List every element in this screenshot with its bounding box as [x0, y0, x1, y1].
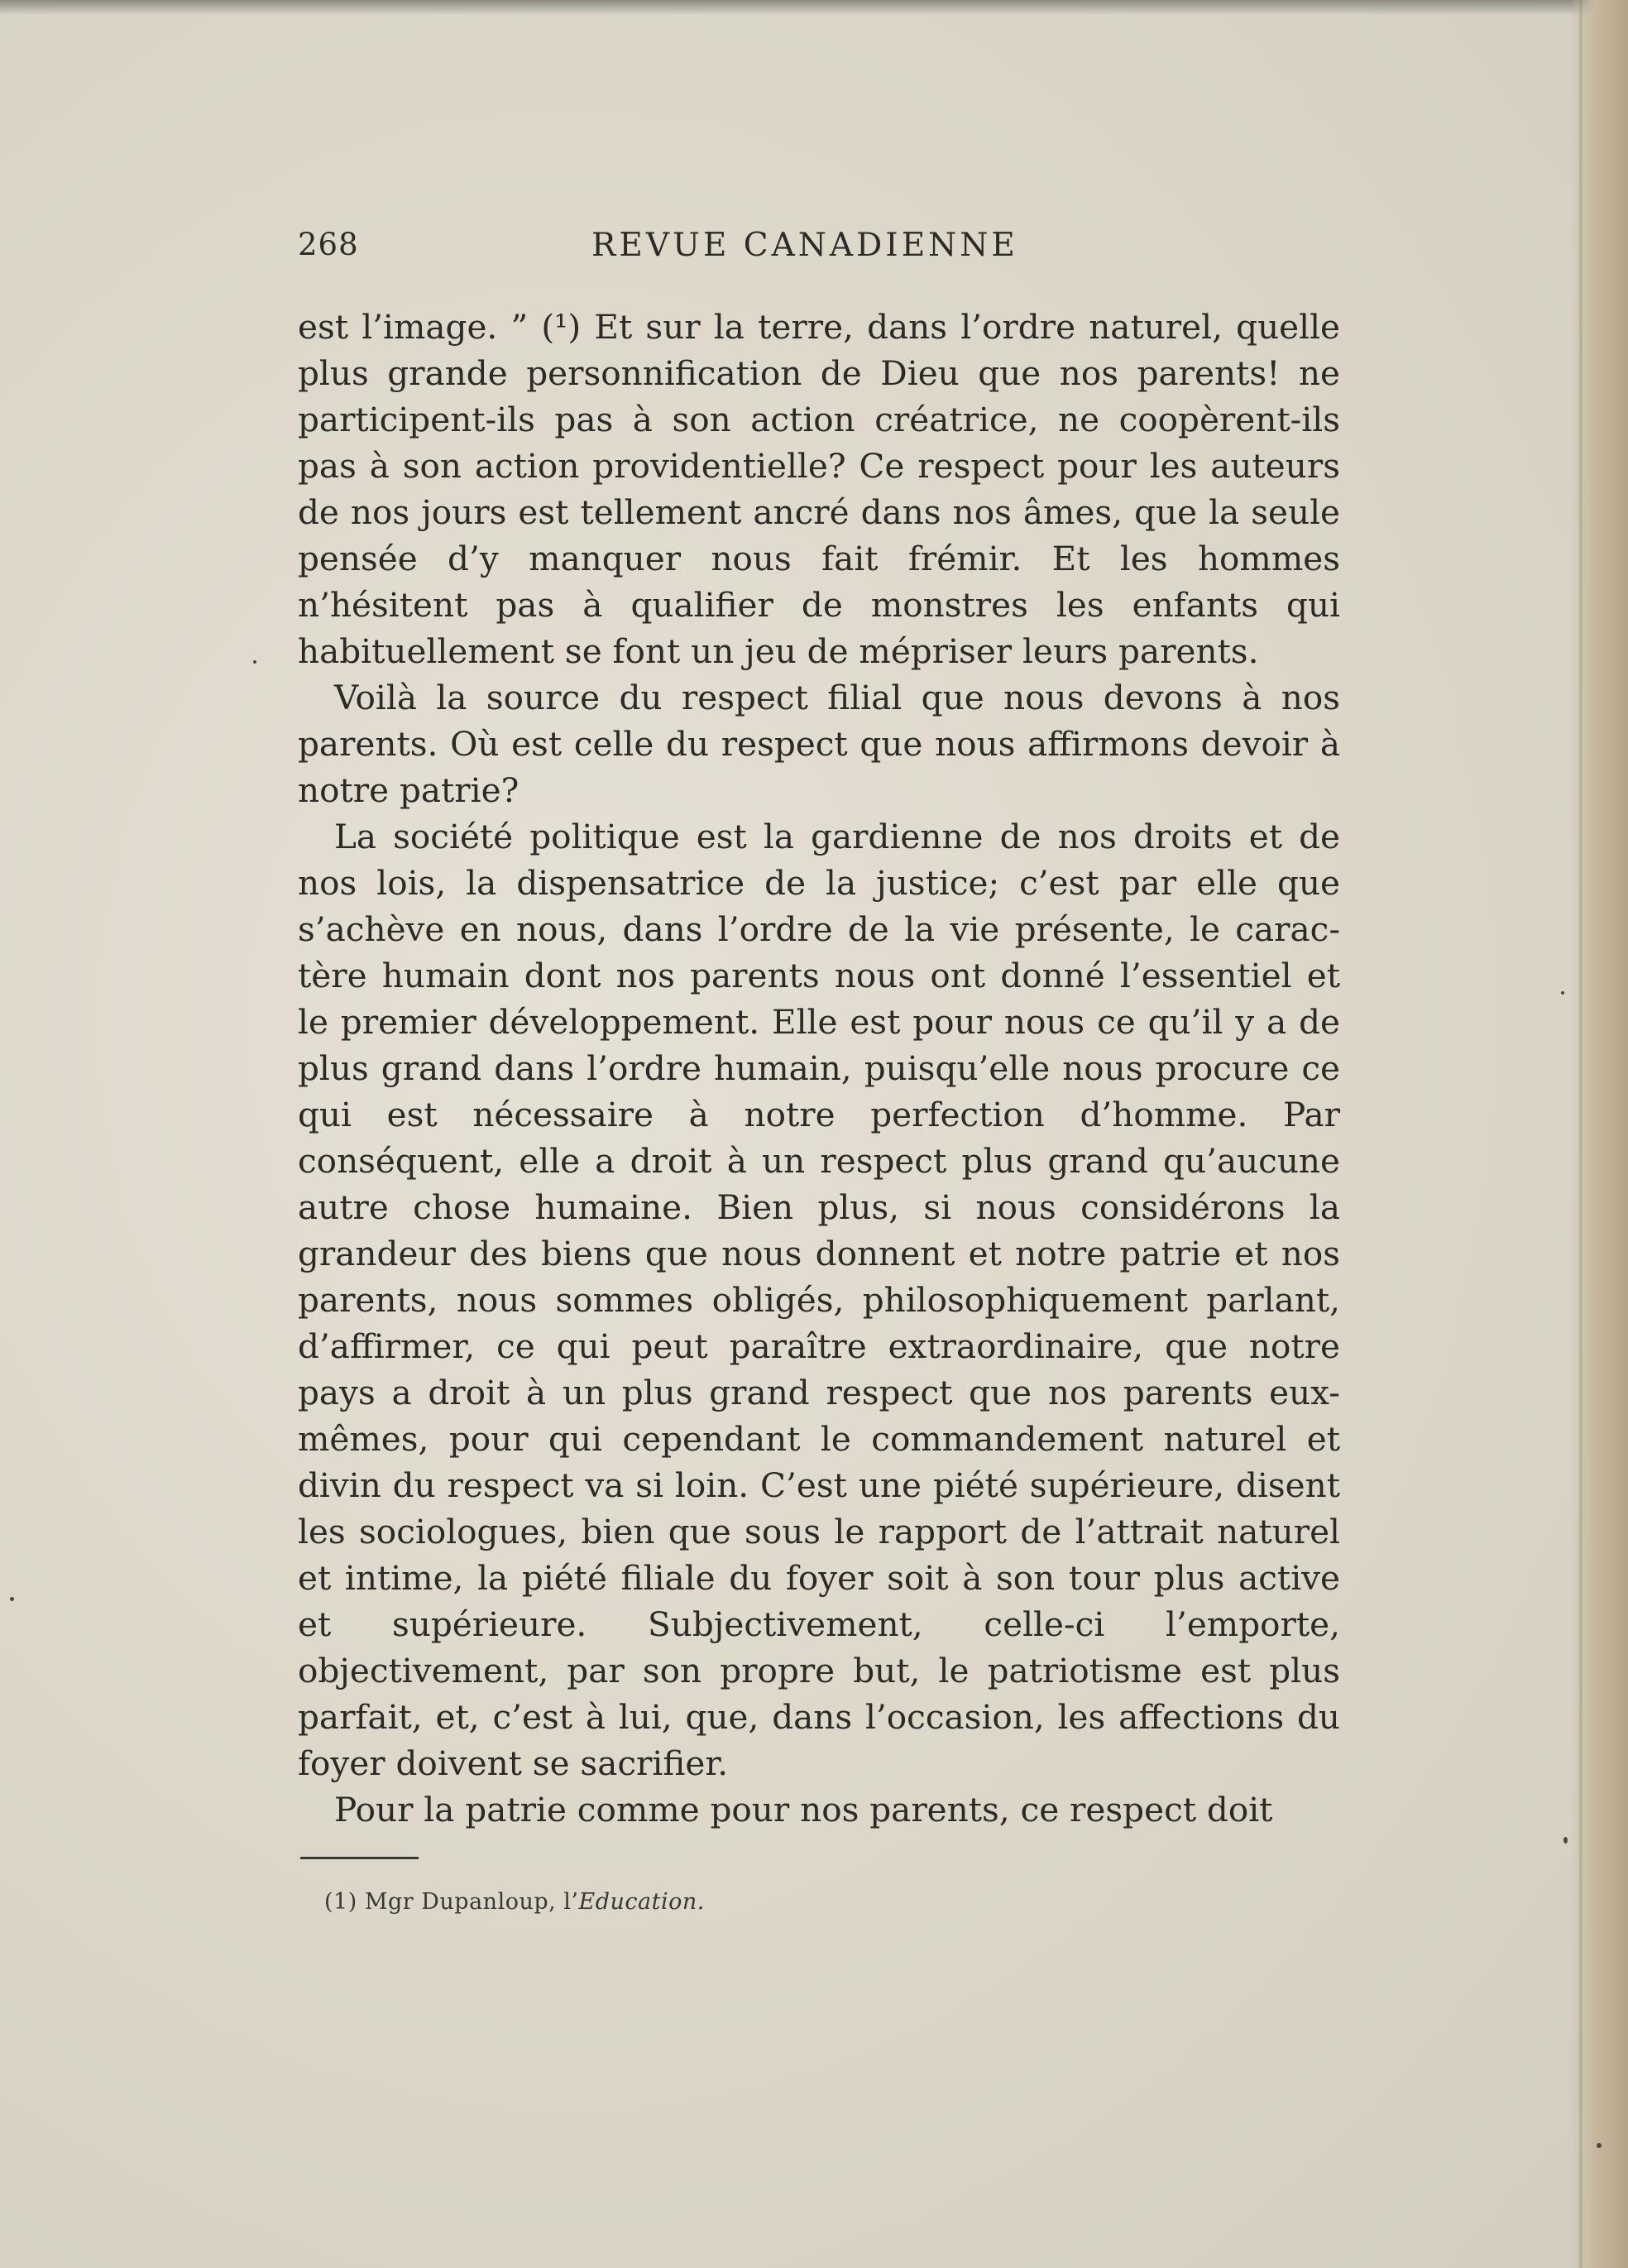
paragraph-2: Voilà la source du respect filial que nous devons à nos parents. Où est celle du respect que nous affirmons devoir à notre patrie?	[298, 678, 1340, 810]
paper-speck	[10, 1597, 14, 1601]
paragraph-1: est l’image. ” (¹) Et sur la terre, dans l’ordre naturel, quelle plus grande personnification de Dieu que nos parents! ne participent-ils pas à son action créatrice, ne coopèrent-ils pas à son action providentielle? Ce respect pour les auteurs de nos jours est tellement ancré dans nos âmes, que la seule pensée d’y manquer nous fait frémir. Et les hommes n’hésitent pas à qualifier de monstres les enfants qui habituellement se font un jeu de mépriser leurs parents.	[298, 307, 1340, 671]
paper-speck	[1563, 1837, 1568, 1844]
page-header	[298, 223, 1125, 273]
scan-top-shadow	[0, 0, 1628, 15]
footnote-text: Mgr Dupanloup, l’	[364, 1889, 579, 1915]
footnote-rule	[300, 1857, 419, 1859]
paper-speck	[253, 660, 256, 664]
running-title: REVUE CANADIENNE	[591, 227, 1018, 264]
body-text	[298, 304, 1340, 1833]
paragraph-3: La société politique est la gardienne de nos droits et de nos lois, la dispensatrice de la justice; c’est par elle que s’achève en nous, dans l’ordre de la vie présente, le caractère humain dont nos parents nous ont donné l’essentiel et le premier développement. Elle est pour nous ce qu’il y a de plus grand dans l’ordre humain, puisqu’elle nous procure ce qui est nécessaire à notre perfection d’homme. Par conséquent, elle a droit à un respect plus grand qu’aucune autre chose humaine. Bien plus, si nous considérons la grandeur des biens que nous donnent et notre patrie et nos parents, nous sommes obligés, philosophiquement parlant, d’affirmer, ce qui peut paraître extraordinaire, que notre pays a droit à un plus grand respect que nos parents eux-mêmes, pour qui cependant le commandement naturel et divin du respect va si loin. C’est une piété supérieure, disent les sociologues, bien que sous le rapport de l’attrait naturel et intime, la piété filiale du foyer soit à son tour plus active et supérieure. Subjectivement, celle-ci l’emporte, objectivement, par son propre but, le patriotisme est plus parfait, et, c’est à lui, que, dans l’occasion, les affections du foyer doivent se sacrifier.	[298, 817, 1340, 1783]
paragraph-4: Pour la patrie comme pour nos parents, ce respect doit	[334, 1790, 1273, 1829]
paper-speck	[1561, 991, 1564, 995]
footnote-title: Education.	[578, 1889, 705, 1915]
page-edge-line	[1579, 0, 1583, 2268]
page-number: 268	[298, 227, 359, 262]
footnote-marker: (1)	[324, 1889, 357, 1915]
paper-speck	[1597, 2143, 1602, 2148]
footnote	[324, 1889, 705, 1915]
